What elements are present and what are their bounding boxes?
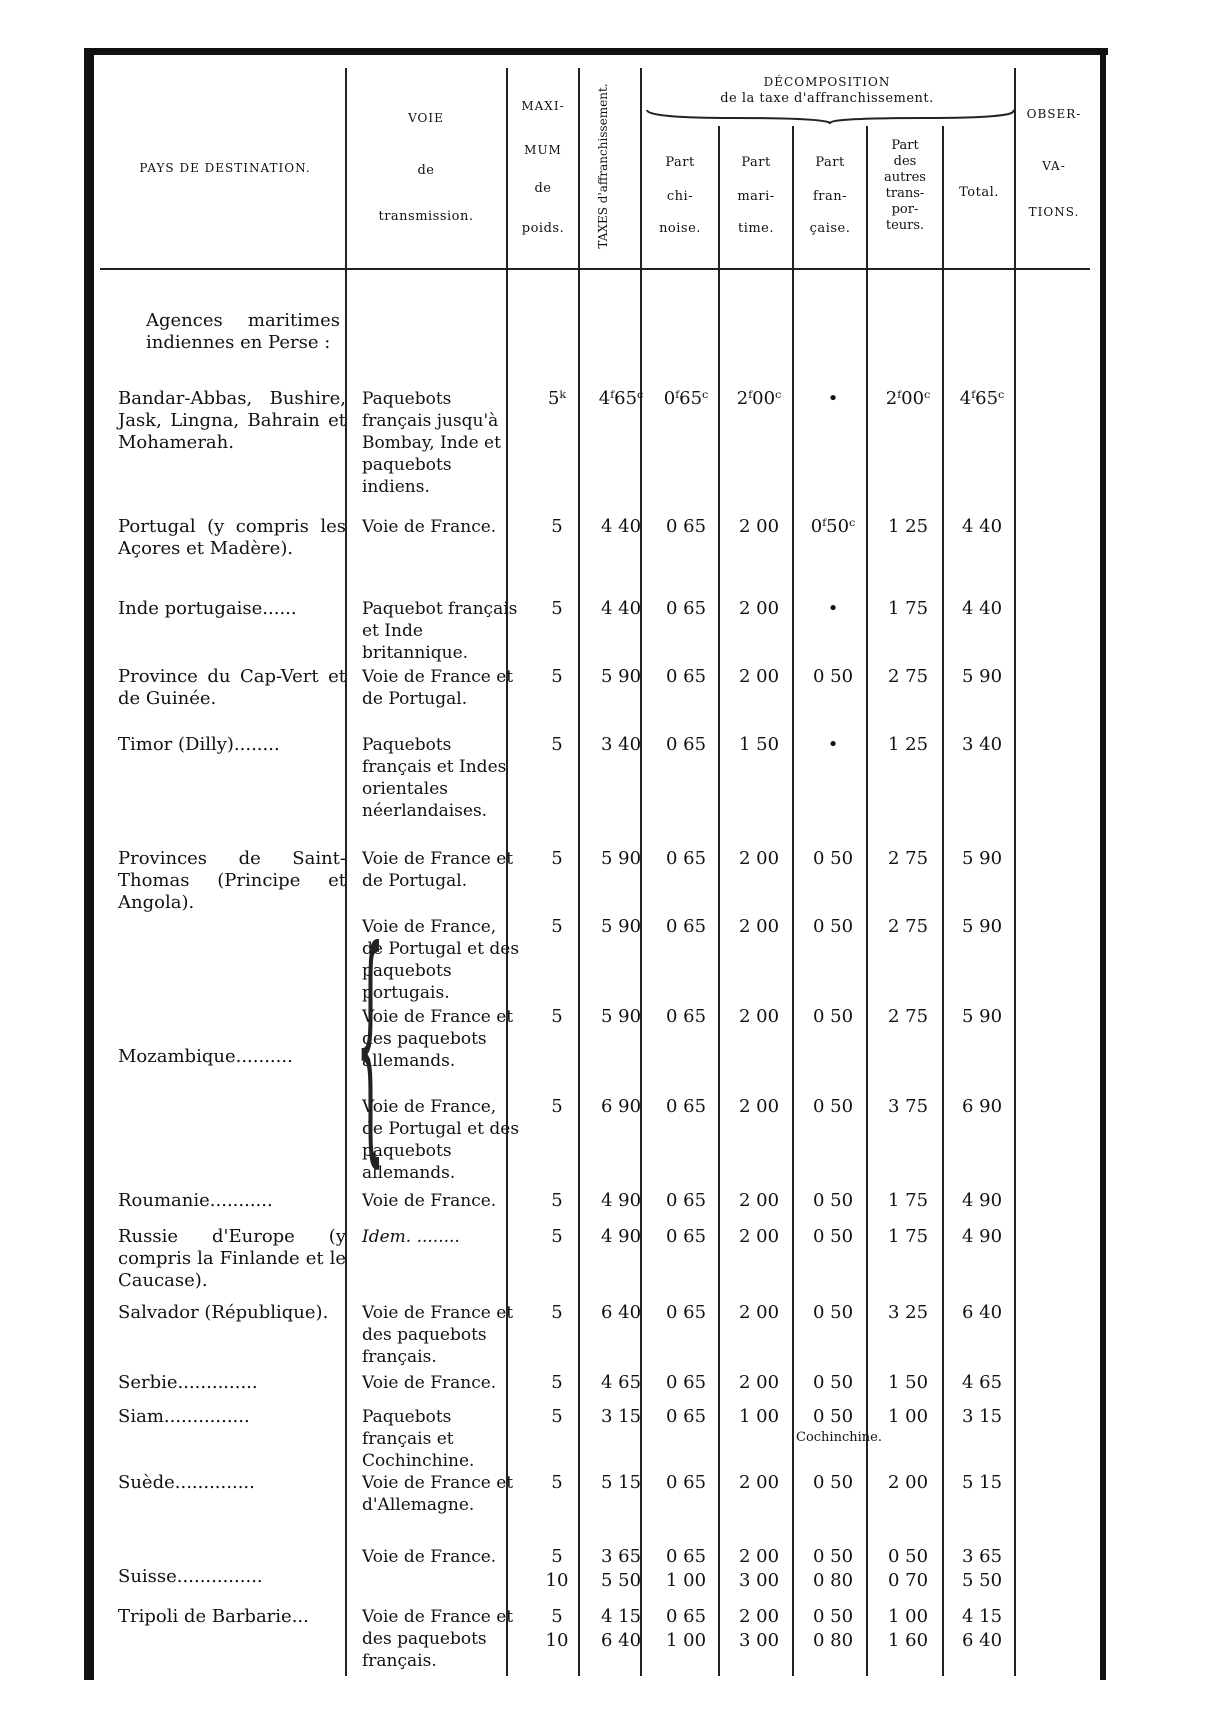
voie-cell: Voie de France et de Portugal. [362,667,514,709]
max-cell-second: 10 [545,1630,569,1651]
chi-cell: 0 65 [665,1006,707,1027]
header-chi-3: noise. [659,221,701,236]
aut-cell: 1 25 [887,734,929,755]
mar-cell: 2 00 [738,1606,780,1627]
header-fra-1: Part [815,155,845,170]
fra-note: Cochinchine. [796,1430,882,1445]
destination-cell: Bandar-Abbas, Bushire, Jask, Lingna, Bahrain et Mohamerah. [118,388,346,453]
aut-cell: 2ᶠ00ᶜ [885,388,931,409]
fra-cell: • [827,388,839,409]
voie-cell: Voie de France et des paquebots français. [362,1303,514,1367]
header-chi-2: chi- [666,189,694,204]
mar-cell: 2 00 [738,516,780,537]
header-mar-3: time. [737,221,775,236]
aut-cell: 1 00 [887,1606,929,1627]
taxe-cell: 6 90 [600,1096,642,1117]
chi-cell: 0 65 [665,1406,707,1427]
mar-cell: 2 00 [738,666,780,687]
fra-cell: 0 50 [812,1546,854,1567]
chi-cell: 0 65 [665,598,707,619]
mar-cell: 2 00 [738,1006,780,1027]
header-max-3: de [534,181,552,196]
chi-cell: 0 65 [665,516,707,537]
tot-cell: 4 90 [961,1190,1003,1211]
tot-cell: 4 90 [961,1226,1003,1247]
chi-cell: 0 65 [665,1606,707,1627]
taxe-cell: 5 90 [600,666,642,687]
taxe-cell: 4 40 [600,598,642,619]
col-divider [578,68,580,1676]
mar-cell: 2 00 [738,1226,780,1247]
tot-cell: 4 40 [961,516,1003,537]
voie-cell: Voie de France. [362,1547,497,1567]
mar-cell: 2ᶠ00ᶜ [736,388,782,409]
mar-cell: 2 00 [738,916,780,937]
chi-cell: 0 65 [665,1472,707,1493]
mozambique-brace: { [356,897,385,1188]
chi-cell-second: 1 00 [665,1630,707,1651]
mar-cell: 2 00 [738,598,780,619]
tot-cell: 4ᶠ65ᶜ [959,388,1005,409]
taxe-cell: 3 40 [600,734,642,755]
voie-cell: Paquebots français et Indes orientales néerlandaises. [362,735,507,821]
tot-cell: 4 65 [961,1372,1003,1393]
tot-cell: 5 15 [961,1472,1003,1493]
header-brace [645,108,1015,124]
voie-cell: Paquebots français et Cochinchine. [362,1407,475,1471]
fra-cell: 0 50 [812,1472,854,1493]
aut-cell-second: 0 70 [887,1570,929,1591]
header-max-2: MUM [524,143,562,157]
max-cell: 5 [551,1302,563,1323]
header-voie-2: de [417,163,435,178]
fra-cell: 0 50 [812,848,854,869]
header-mar-1: Part [741,155,771,170]
tot-cell: 5 90 [961,916,1003,937]
aut-cell: 2 75 [887,848,929,869]
fra-cell-second: 0 80 [812,1630,854,1651]
destination-cell: Russie d'Europe (y compris la Finlande et le Caucase). [118,1226,346,1291]
voie-cell: Idem. ........ [362,1227,460,1247]
chi-cell: 0 65 [665,1372,707,1393]
header-mar-2: mari- [737,189,775,204]
col-divider [942,126,944,1676]
max-cell: 5 [551,1606,563,1627]
taxe-cell: 5 90 [600,1006,642,1027]
header-max-1: MAXI- [521,99,565,113]
aut-cell: 1 75 [887,1190,929,1211]
voie-cell: Paquebots français jusqu'à Bombay, Inde et paquebots indiens. [362,389,501,497]
tot-cell: 4 40 [961,598,1003,619]
header-taxes: TAXES d'affranchissement. [596,83,610,249]
tot-cell: 6 90 [961,1096,1003,1117]
chi-cell: 0 65 [665,1226,707,1247]
max-cell: 5ᵏ [547,388,567,409]
max-cell: 5 [551,1226,563,1247]
destination-cell: Portugal (y compris les Açores et Madère). [118,516,346,559]
header-pays: PAYS DE DESTINATION. [139,161,311,175]
taxe-cell-second: 5 50 [600,1570,642,1591]
voie-cell: Voie de France et d'Allemagne. [362,1473,514,1515]
header-autres: Part des autres trans- por- teurs. [884,138,926,233]
voie-cell: Voie de France et des paquebots français. [362,1607,514,1671]
tot-cell: 5 90 [961,848,1003,869]
taxe-cell: 5 90 [600,916,642,937]
taxe-cell: 4 15 [600,1606,642,1627]
aut-cell: 1 25 [887,516,929,537]
taxe-cell-second: 6 40 [600,1630,642,1651]
col-divider [792,126,794,1676]
aut-cell: 1 75 [887,598,929,619]
taxe-cell: 4 40 [600,516,642,537]
aut-cell: 0 50 [887,1546,929,1567]
fra-cell: 0 50 [812,1096,854,1117]
chi-cell: 0 65 [665,1096,707,1117]
aut-cell: 2 75 [887,666,929,687]
taxe-cell: 6 40 [600,1302,642,1323]
aut-cell: 1 50 [887,1372,929,1393]
mar-cell-second: 3 00 [738,1570,780,1591]
tot-cell-second: 6 40 [961,1630,1003,1651]
voie-cell: Voie de France, de Portugal et des paquebots portugais. [362,917,520,1003]
fra-cell: 0 50 [812,916,854,937]
max-cell: 5 [551,516,563,537]
chi-cell-second: 1 00 [665,1570,707,1591]
mar-cell: 2 00 [738,848,780,869]
voie-cell: Paquebot français et Inde britannique. [362,599,518,663]
header-decomposition: DÉCOMPOSITION [763,75,891,89]
destination-cell: Roumanie........... [118,1190,273,1211]
fra-cell: 0 50 [812,1226,854,1247]
chi-cell: 0 65 [665,1302,707,1323]
mar-cell-second: 3 00 [738,1630,780,1651]
voie-cell: Voie de France. [362,1373,497,1393]
fra-cell: 0 50 [812,1372,854,1393]
taxe-cell: 3 15 [600,1406,642,1427]
header-rule [100,268,1090,270]
header-max-4: poids. [521,221,565,236]
header-decomposition-sub: de la taxe d'affranchissement. [720,91,934,106]
destination-cell: Province du Cap-Vert et de Guinée. [118,666,346,709]
header-fra-2: fran- [812,189,848,204]
max-cell: 5 [551,1096,563,1117]
aut-cell-second: 1 60 [887,1630,929,1651]
mar-cell: 2 00 [738,1546,780,1567]
destination-cell: Salvador (République). [118,1302,329,1323]
destination-cell: Serbie.............. [118,1372,258,1393]
taxe-cell: 4 90 [600,1190,642,1211]
aut-cell: 2 75 [887,1006,929,1027]
tot-cell: 3 65 [961,1546,1003,1567]
header-obs-3: TIONS. [1028,205,1080,219]
aut-cell: 2 75 [887,916,929,937]
aut-cell: 3 25 [887,1302,929,1323]
max-cell: 5 [551,1372,563,1393]
mar-cell: 2 00 [738,1190,780,1211]
col-divider [1014,68,1016,1676]
chi-cell: 0 65 [665,916,707,937]
fra-cell: • [827,734,839,755]
max-cell: 5 [551,916,563,937]
tot-cell: 3 15 [961,1406,1003,1427]
header-chi-1: Part [665,155,695,170]
tot-cell: 5 90 [961,666,1003,687]
header-total: Total. [959,185,999,200]
section-title: Agences maritimes indiennes en Perse : [146,310,340,353]
max-cell: 5 [551,1006,563,1027]
fra-cell: 0 50 [812,1006,854,1027]
mar-cell: 1 00 [738,1406,780,1427]
taxe-cell: 5 15 [600,1472,642,1493]
mar-cell: 2 00 [738,1302,780,1323]
aut-cell: 2 00 [887,1472,929,1493]
destination-cell: Suède.............. [118,1472,255,1493]
chi-cell: 0ᶠ65ᶜ [663,388,709,409]
mar-cell: 1 50 [738,734,780,755]
tot-cell: 3 40 [961,734,1003,755]
page-frame-right [1100,48,1106,1680]
destination-cell: Tripoli de Barbarie... [118,1606,309,1627]
page-frame-left [84,48,94,1680]
chi-cell: 0 65 [665,848,707,869]
mar-cell: 2 00 [738,1096,780,1117]
voie-cell: Voie de France. [362,1191,497,1211]
page-frame-top [84,48,1108,55]
destination-cell: Timor (Dilly)........ [118,734,280,755]
max-cell: 5 [551,1472,563,1493]
aut-cell: 1 75 [887,1226,929,1247]
header-voie-1: VOIE [408,111,444,125]
voie-cell: Voie de France et des paquebots allemands. [362,1007,514,1071]
chi-cell: 0 65 [665,666,707,687]
destination-cell: Suisse............... [118,1566,263,1587]
max-cell: 5 [551,598,563,619]
mar-cell: 2 00 [738,1472,780,1493]
destination-cell: Siam............... [118,1406,250,1427]
tot-cell: 5 90 [961,1006,1003,1027]
header-obs-2: VA- [1042,159,1066,173]
taxe-cell: 4 90 [600,1226,642,1247]
fra-cell: 0 50 [812,1190,854,1211]
chi-cell: 0 65 [665,734,707,755]
destination-cell: Inde portugaise...... [118,598,297,619]
fra-cell: 0 50 [812,1302,854,1323]
max-cell: 5 [551,848,563,869]
col-divider [640,68,642,1676]
tot-cell: 4 15 [961,1606,1003,1627]
max-cell: 5 [551,666,563,687]
header-voie-3: transmission. [378,209,474,224]
max-cell-second: 10 [545,1570,569,1591]
tot-cell-second: 5 50 [961,1570,1003,1591]
taxe-cell: 3 65 [600,1546,642,1567]
aut-cell: 3 75 [887,1096,929,1117]
taxe-cell: 4 65 [600,1372,642,1393]
voie-cell: Voie de France, de Portugal et des paquebots allemands. [362,1097,520,1183]
voie-cell: Voie de France. [362,517,497,537]
max-cell: 5 [551,1546,563,1567]
destination-cell: Mozambique.......... [118,1046,293,1067]
fra-cell: • [827,598,839,619]
fra-cell: 0ᶠ50ᶜ [810,516,856,537]
chi-cell: 0 65 [665,1546,707,1567]
fra-cell: 0 50 [812,1606,854,1627]
aut-cell: 1 00 [887,1406,929,1427]
fra-cell: 0 50 [812,1406,854,1427]
header-obs-1: OBSER- [1026,107,1082,121]
taxe-cell: 5 90 [600,848,642,869]
max-cell: 5 [551,1190,563,1211]
fra-cell: 0 50 [812,666,854,687]
max-cell: 5 [551,734,563,755]
fra-cell-second: 0 80 [812,1570,854,1591]
tot-cell: 6 40 [961,1302,1003,1323]
destination-cell: Provinces de Saint-Thomas (Principe et Angola). [118,848,346,913]
mar-cell: 2 00 [738,1372,780,1393]
voie-cell: Voie de France et de Portugal. [362,849,514,891]
chi-cell: 0 65 [665,1190,707,1211]
col-divider [718,126,720,1676]
taxe-cell: 4ᶠ65ᶜ [598,388,644,409]
header-fra-3: çaise. [809,221,851,236]
max-cell: 5 [551,1406,563,1427]
